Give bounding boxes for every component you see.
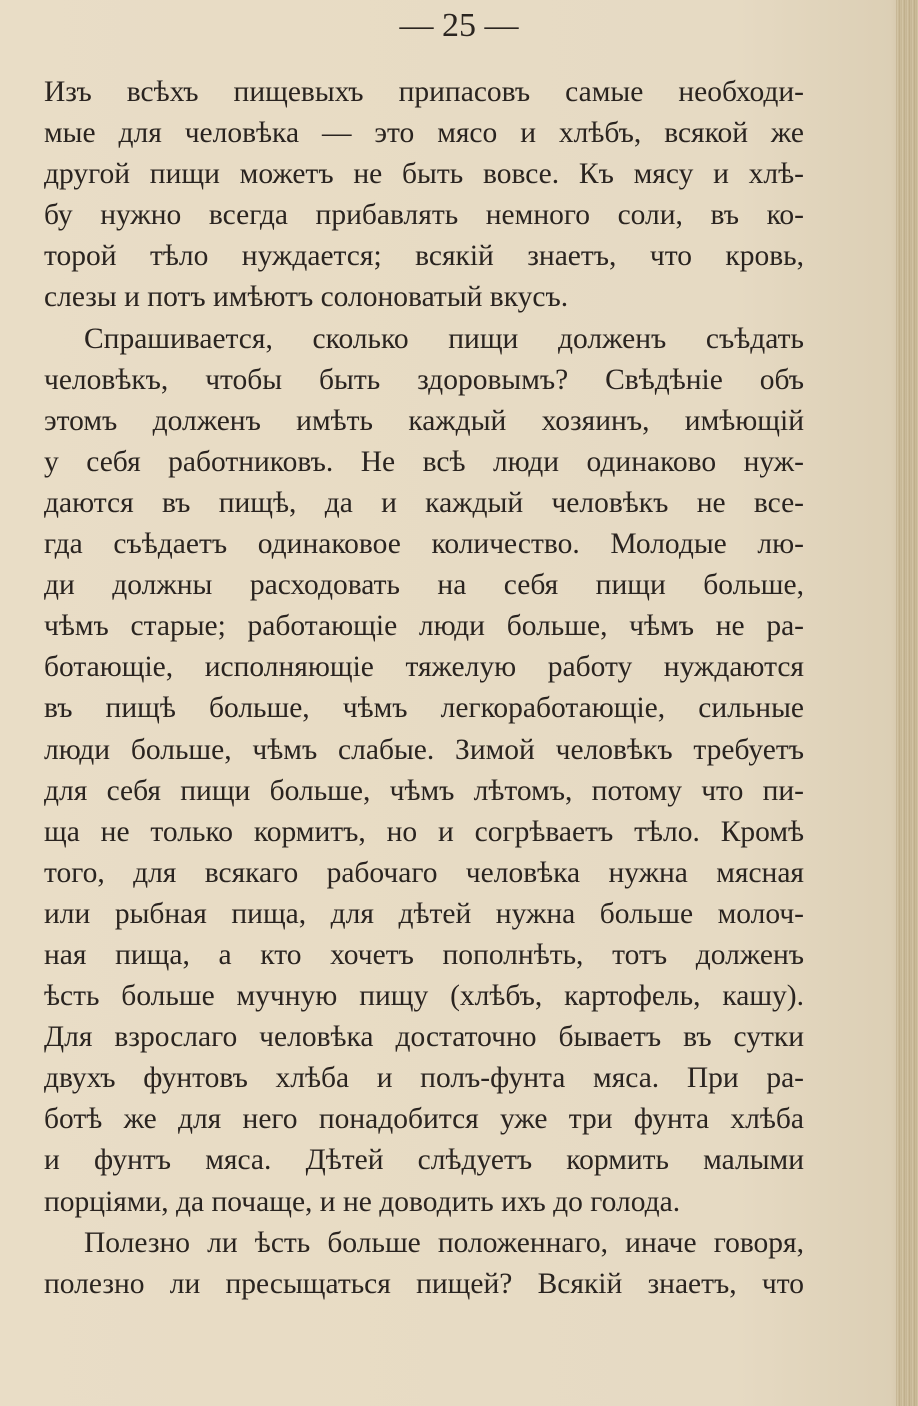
text-line: порціями, да почаще, и не доводить ихъ до голода.: [44, 1185, 681, 1218]
text-line: полезно ли пресыщаться пищей? Всякій знаетъ, что: [44, 1267, 804, 1300]
body-text: [44, 72, 804, 1305]
text-line: торой тѣло нуждается; всякій знаетъ, что кровь,: [44, 240, 804, 273]
page-number: — 25 —: [399, 7, 519, 44]
text-line: Спрашивается, сколько пищи долженъ съѣдать: [84, 322, 804, 355]
text-line: ди должны расходовать на себя пищи больше,: [44, 569, 804, 602]
text-line: ная пища, а кто хочетъ пополнѣть, тотъ долженъ: [44, 938, 804, 971]
text-line: чѣмъ старые; работающіе люди больше, чѣмъ не ра-: [44, 610, 804, 643]
text-line: Для взрослаго человѣка достаточно бываетъ въ сутки: [44, 1021, 804, 1054]
text-line: ща не только кормитъ, но и согрѣваетъ тѣло. Кромѣ: [44, 815, 804, 848]
text-line: ботающіе, исполняющіе тяжелую работу нуждаются: [44, 651, 804, 684]
text-line: ботѣ же для него понадобится уже три фунта хлѣба: [44, 1103, 804, 1136]
text-line: этомъ долженъ имѣть каждый хозяинъ, имѣющій: [44, 404, 804, 437]
text-line: въ пищѣ больше, чѣмъ легкоработающіе, сильные: [44, 692, 804, 725]
text-line: слезы и потъ имѣютъ солоноватый вкусъ.: [44, 281, 569, 314]
text-line: двухъ фунтовъ хлѣба и полъ-фунта мяса. При ра-: [44, 1062, 804, 1095]
text-line: гда съѣдаетъ одинаковое количество. Молодые лю-: [44, 528, 804, 561]
text-line: у себя работниковъ. Не всѣ люди одинаково нуж-: [44, 445, 804, 478]
text-line: другой пищи можетъ не быть вовсе. Къ мясу и хлѣ-: [44, 158, 804, 191]
text-line: Полезно ли ѣсть больше положеннаго, иначе говоря,: [84, 1226, 804, 1259]
page-edge: [896, 0, 918, 1406]
text-line: для себя пищи больше, чѣмъ лѣтомъ, потому что пи-: [44, 774, 804, 807]
text-line: люди больше, чѣмъ слабые. Зимой человѣкъ требуетъ: [44, 733, 804, 766]
text-line: мые для человѣка — это мясо и хлѣбъ, всякой же: [44, 117, 804, 150]
text-line: даются въ пищѣ, да и каждый человѣкъ не все-: [44, 486, 804, 519]
text-line: того, для всякаго рабочаго человѣка нужна мясная: [44, 856, 804, 889]
text-line: ѣсть больше мучную пищу (хлѣбъ, картофель, кашу).: [44, 980, 804, 1013]
text-line: и фунтъ мяса. Дѣтей слѣдуетъ кормить малыми: [44, 1144, 804, 1177]
text-line: бу нужно всегда прибавлять немного соли, въ ко-: [44, 199, 804, 232]
text-line: или рыбная пища, для дѣтей нужна больше молоч-: [44, 897, 804, 930]
text-line: Изъ всѣхъ пищевыхъ припасовъ самые необходи-: [44, 76, 804, 108]
text-line: человѣкъ, чтобы быть здоровымъ? Свѣдѣніе объ: [44, 363, 804, 396]
